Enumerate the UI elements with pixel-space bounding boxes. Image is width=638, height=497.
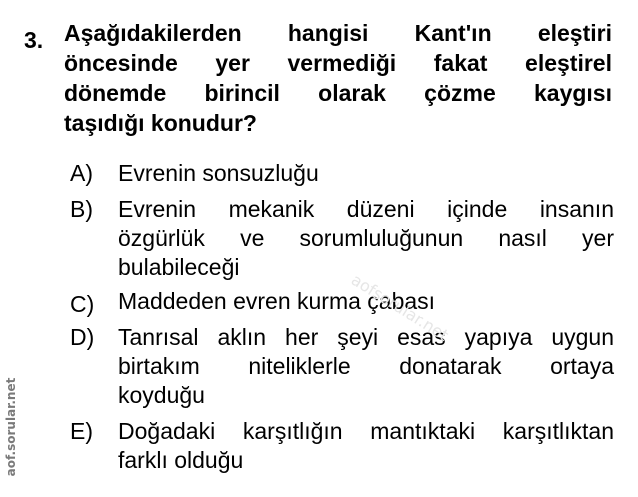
option-letter: E) [70,418,93,444]
option-text-line: Maddeden evren kurma çabası [118,288,436,314]
option-text-line: bulabileceği [118,254,240,280]
option-text-line: özgürlük ve sorumluluğunun nasıl yer [118,225,614,251]
question-stem [64,18,612,138]
question-stem-line: Aşağıdakilerden hangisi Kant'ın eleştiri [64,20,612,46]
option-text [118,195,614,282]
option-text-line: Evrenin mekanik düzeni içinde insanın [118,196,614,222]
option-text-line: koyduğu [118,382,205,408]
option-text-line: Doğadaki karşıtlığın mantıktaki karşıtlıktan [118,418,614,444]
question-stem-line: dönemde birincil olarak çözme kaygısı [64,80,612,106]
option-text-line: Evrenin sonsuzluğu [118,160,319,186]
option-text [118,287,614,316]
option-text-line: Tanrısal aklın her şeyi esas yapıya uygun [118,324,614,350]
option-text-line: farklı olduğu [118,447,244,473]
option-text [118,159,614,188]
option-letter: A) [70,160,93,186]
option-letter: C) [70,291,95,317]
question-stem-line: öncesinde yer vermediği fakat eleştirel [64,50,612,76]
option-text [118,323,614,410]
option-text-line: birtakım niteliklerle donatarak ortaya [118,353,614,379]
question-number: 3. [24,27,44,53]
diagonal-watermark: aofsorular.net [347,270,452,345]
option-letter: B) [70,196,93,222]
side-watermark [2,364,20,489]
option-text [118,417,614,475]
side-watermark-text: aof.sorular.net [4,377,18,476]
question-stem-line: taşıdığı konudur? [64,110,257,136]
option-letter: D) [70,324,95,350]
